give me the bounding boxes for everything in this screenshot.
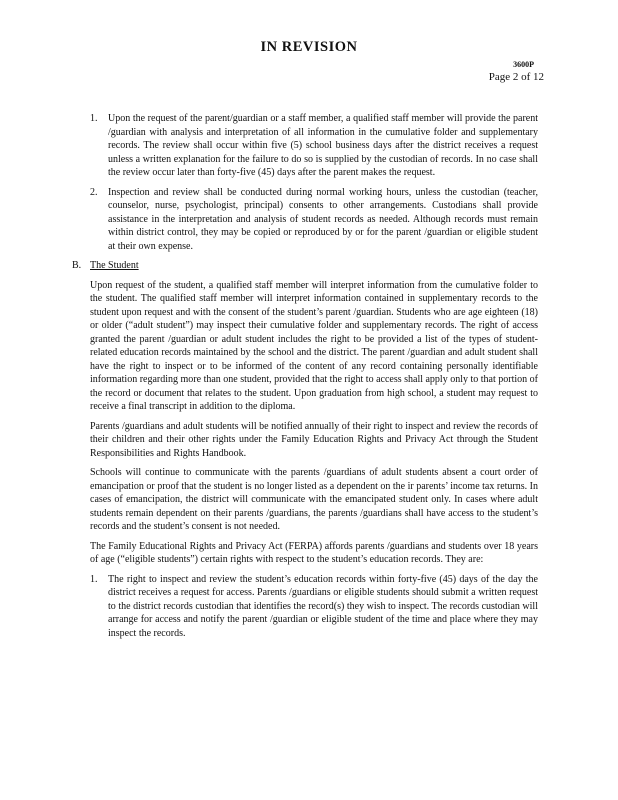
list-number: 1. [90,113,98,124]
review-procedure-list [90,112,538,253]
list-item [90,573,538,641]
list-text: Upon the request of the parent/guardian or a staff member, a qualified staff member will provide the parent /guardian with analysis and interpretation of all information in the cumulative folder and supplementary records. The review shall occur within five (5) school business days after the district receives a request unless a written explanation for the failure to do so is supplied by the custodian of records. In no case shall the review occur later than forty-five (45) days after the parent makes the request. [108,113,538,178]
paragraph: Parents /guardians and adult students will be notified annually of their right to inspect and review the records of their children and their other rights under the Family Education Rights and Privacy Act through the Student Responsibilities and Rights Handbook. [90,420,538,459]
paragraph: The Family Educational Rights and Privacy Act (FERPA) affords parents /guardians and students over 18 years of age (“eligible students”) certain rights with respect to the student’s education records. They are: [90,540,538,565]
list-text: The right to inspect and review the student’s education records within forty-five (45) days of the day the district receives a request for access. Parents /guardians or eligible students should submit a written request to the district records custodian that identifies the record(s) they wish to inspect. The records custodian will arrange for access and notify the parent /guardian or eligible student of the time and place where they may inspect the records. [108,573,538,639]
list-item [90,186,538,254]
section-the-student [72,259,538,640]
paragraph: Upon request of the student, a qualified staff member will interpret information from the cumulative folder to the student. The qualified staff member will interpret information contained in supplementary records to the student upon request and with the consent of the student’s parent /guardian. Students who are age eighteen (18) or older (“adult student”) may inspect their cumulative folder and supplementary records. The right of access granted the parent /guardian or adult student includes the right to be provided a list of the types of student-related education records maintained by the school and the district. The parent /guardian and adult student shall have the right to inspect or to be informed of the content of any record containing personally identifiable information regarding more than one student, provided that the right to access shall apply only to that portion of the record or document that relates to the student. Upon graduation from high school, a student may request to receive a final transcript in addition to the diploma. [90,279,538,412]
page-title: IN REVISION [260,39,358,55]
policy-code: 3600P [513,60,534,69]
ferpa-rights-list [90,573,538,641]
section-letter: B. [72,260,82,271]
paragraph: Schools will continue to communicate with the parents /guardians of adult students absent a court order of emancipation or proof that the student is no longer listed as a dependent on the ir parents’ income tax returns. In cases of emancipation, the district will communicate with the emancipated student only. In cases where adult students remain dependent on their parents /guardians, the parents /guardians shall have access to the student’s records and the student’s consent is not needed. [90,467,538,532]
list-number: 2. [90,186,98,198]
section-heading: The Student [90,260,139,271]
list-number: 1. [90,573,98,585]
document-body [72,112,538,646]
page-number: Page 2 of 12 [488,71,544,83]
list-item [90,112,538,180]
list-text: Inspection and review shall be conducted during normal working hours, unless the custodian (teacher, counselor, nurse, psychologist, principal) consents to other arrangements. Custodians shall provide assistance in the interpretation and analysis of student records as needed. Although records must remain within district control, they may be copied or reproduced by or for the parent /guardian or eligible student at their own expense. [108,186,538,252]
